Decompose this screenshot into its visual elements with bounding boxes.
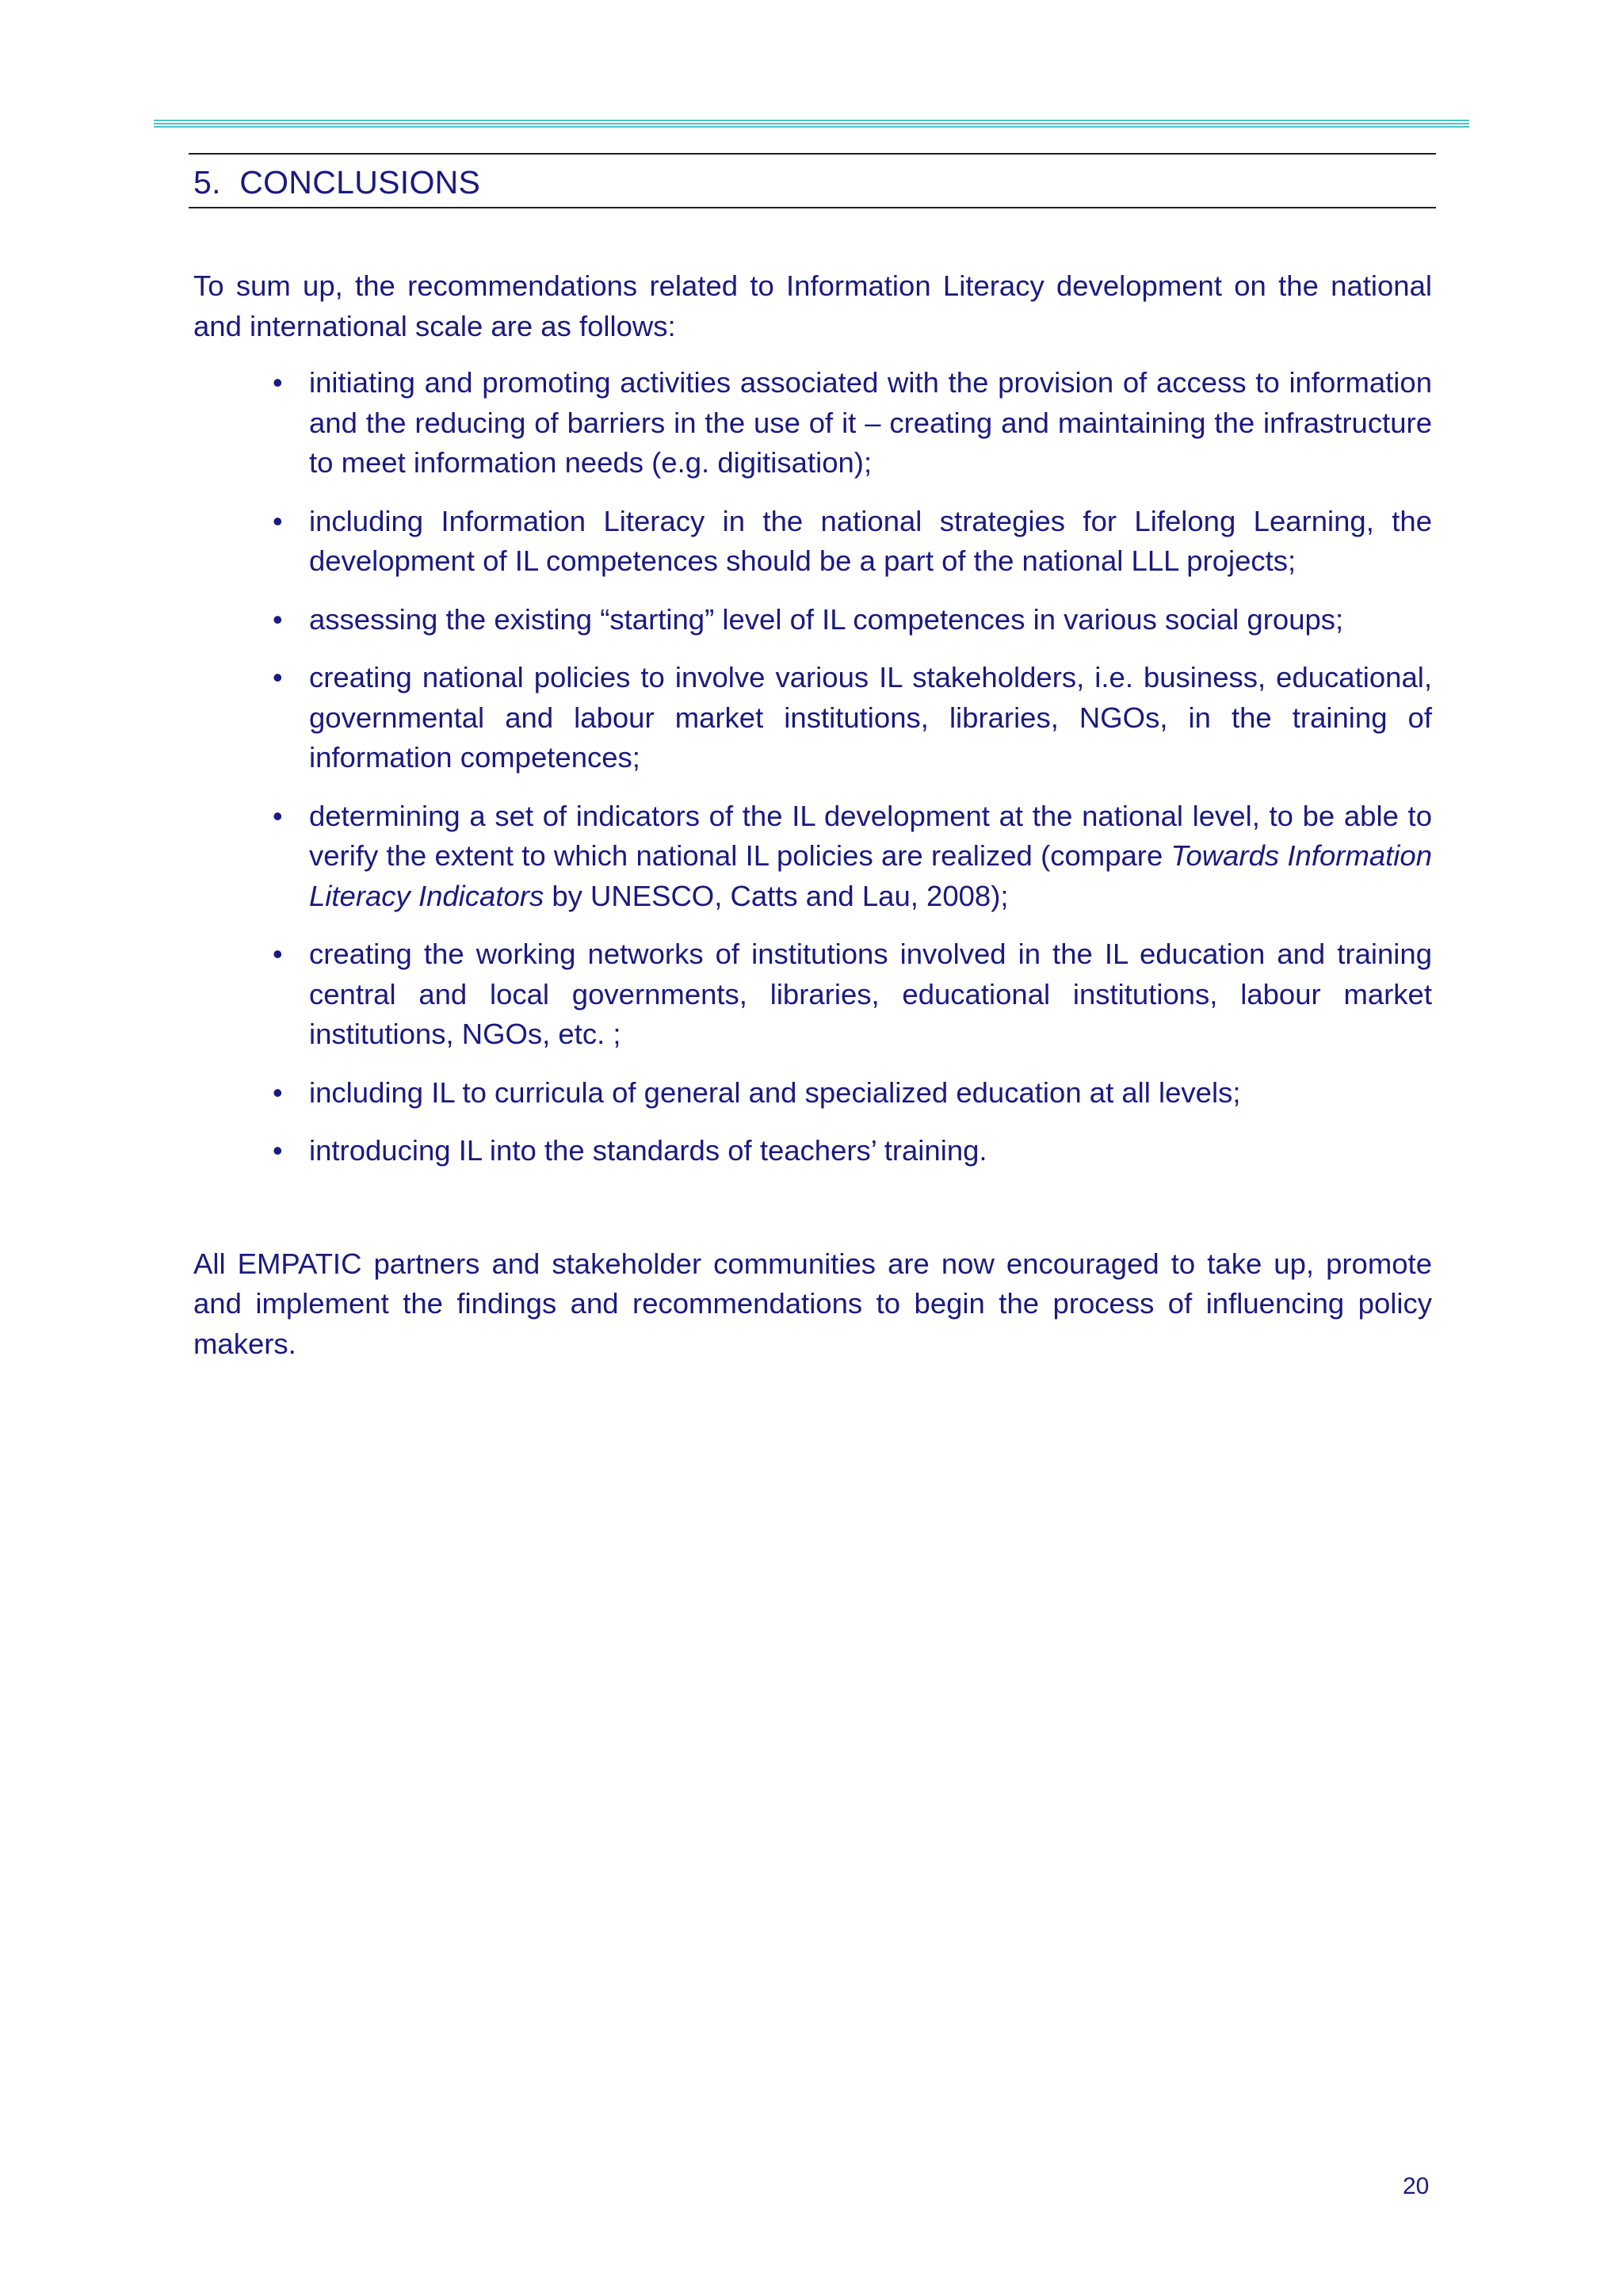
bullet-icon: • (273, 602, 283, 636)
section-title: CONCLUSIONS (239, 164, 481, 201)
list-item-text (309, 800, 1432, 912)
list-item-text: initiating and promoting activities associated with the provision of access to information and the reducing of barriers in the use of it – creating and maintaining the infrastructure to meet information needs (e.g. digitisation); (309, 366, 1432, 479)
list-item (193, 1131, 1432, 1171)
section-heading (189, 153, 1436, 208)
list-item-text-part: determining a set of indicators of the IL development at the national level, to be able to verify the extent to which national IL policies are realized (compare (309, 799, 1432, 872)
body-content (193, 266, 1432, 1364)
page-number: 20 (1403, 2173, 1430, 2199)
section-heading-text (193, 164, 480, 201)
header-decorative-rule (154, 120, 1469, 128)
list-item-text: creating national policies to involve various IL stakeholders, i.e. business, educational, governmental and labour market institutions, libraries, NGOs, in the training of information competences; (309, 661, 1432, 774)
list-item-text: including IL to curricula of general and specialized education at all levels; (309, 1075, 1241, 1109)
list-item (193, 934, 1432, 1055)
publication-title: Towards Information Literacy Indicators (309, 839, 1432, 912)
list-item-text: including Information Literacy in the national strategies for Lifelong Learning, the development of IL competences should be a part of the national LLL projects; (309, 504, 1432, 577)
list-item (193, 363, 1432, 483)
list-item (193, 502, 1432, 582)
bullet-icon: • (273, 938, 283, 970)
header-rule-line (154, 123, 1469, 124)
recommendations-list (193, 363, 1432, 1171)
list-item (193, 600, 1432, 640)
list-item (193, 797, 1432, 917)
list-item-text-part: by UNESCO, Catts and Lau, 2008); (544, 879, 1009, 912)
bullet-icon: • (273, 661, 283, 693)
bullet-icon: • (273, 799, 283, 832)
header-rule-line (154, 120, 1469, 121)
list-item-text: creating the working networks of institutions involved in the IL education and training central and local governments, libraries, educational institutions, labour market institutions, NGOs, etc. ; (309, 938, 1432, 1050)
list-item-text: assessing the existing “starting” level of IL competences in various social groups; (309, 602, 1344, 636)
list-item (193, 1073, 1432, 1114)
bullet-icon: • (273, 366, 283, 399)
bullet-icon: • (273, 1075, 283, 1109)
list-item (193, 658, 1432, 778)
intro-paragraph: To sum up, the recommendations related to Information Literacy development on the national and international scale are as follows: (193, 269, 1432, 342)
closing-paragraph: All EMPATIC partners and stakeholder communities are now encouraged to take up, promote and implement the findings and recommendations to begin the process of influencing policy makers. (193, 1247, 1432, 1360)
section-number: 5. (193, 164, 221, 201)
bullet-icon: • (273, 1134, 283, 1167)
header-rule-line (154, 126, 1469, 128)
bullet-icon: • (273, 504, 283, 537)
list-item-text: introducing IL into the standards of teachers’ training. (309, 1134, 987, 1167)
